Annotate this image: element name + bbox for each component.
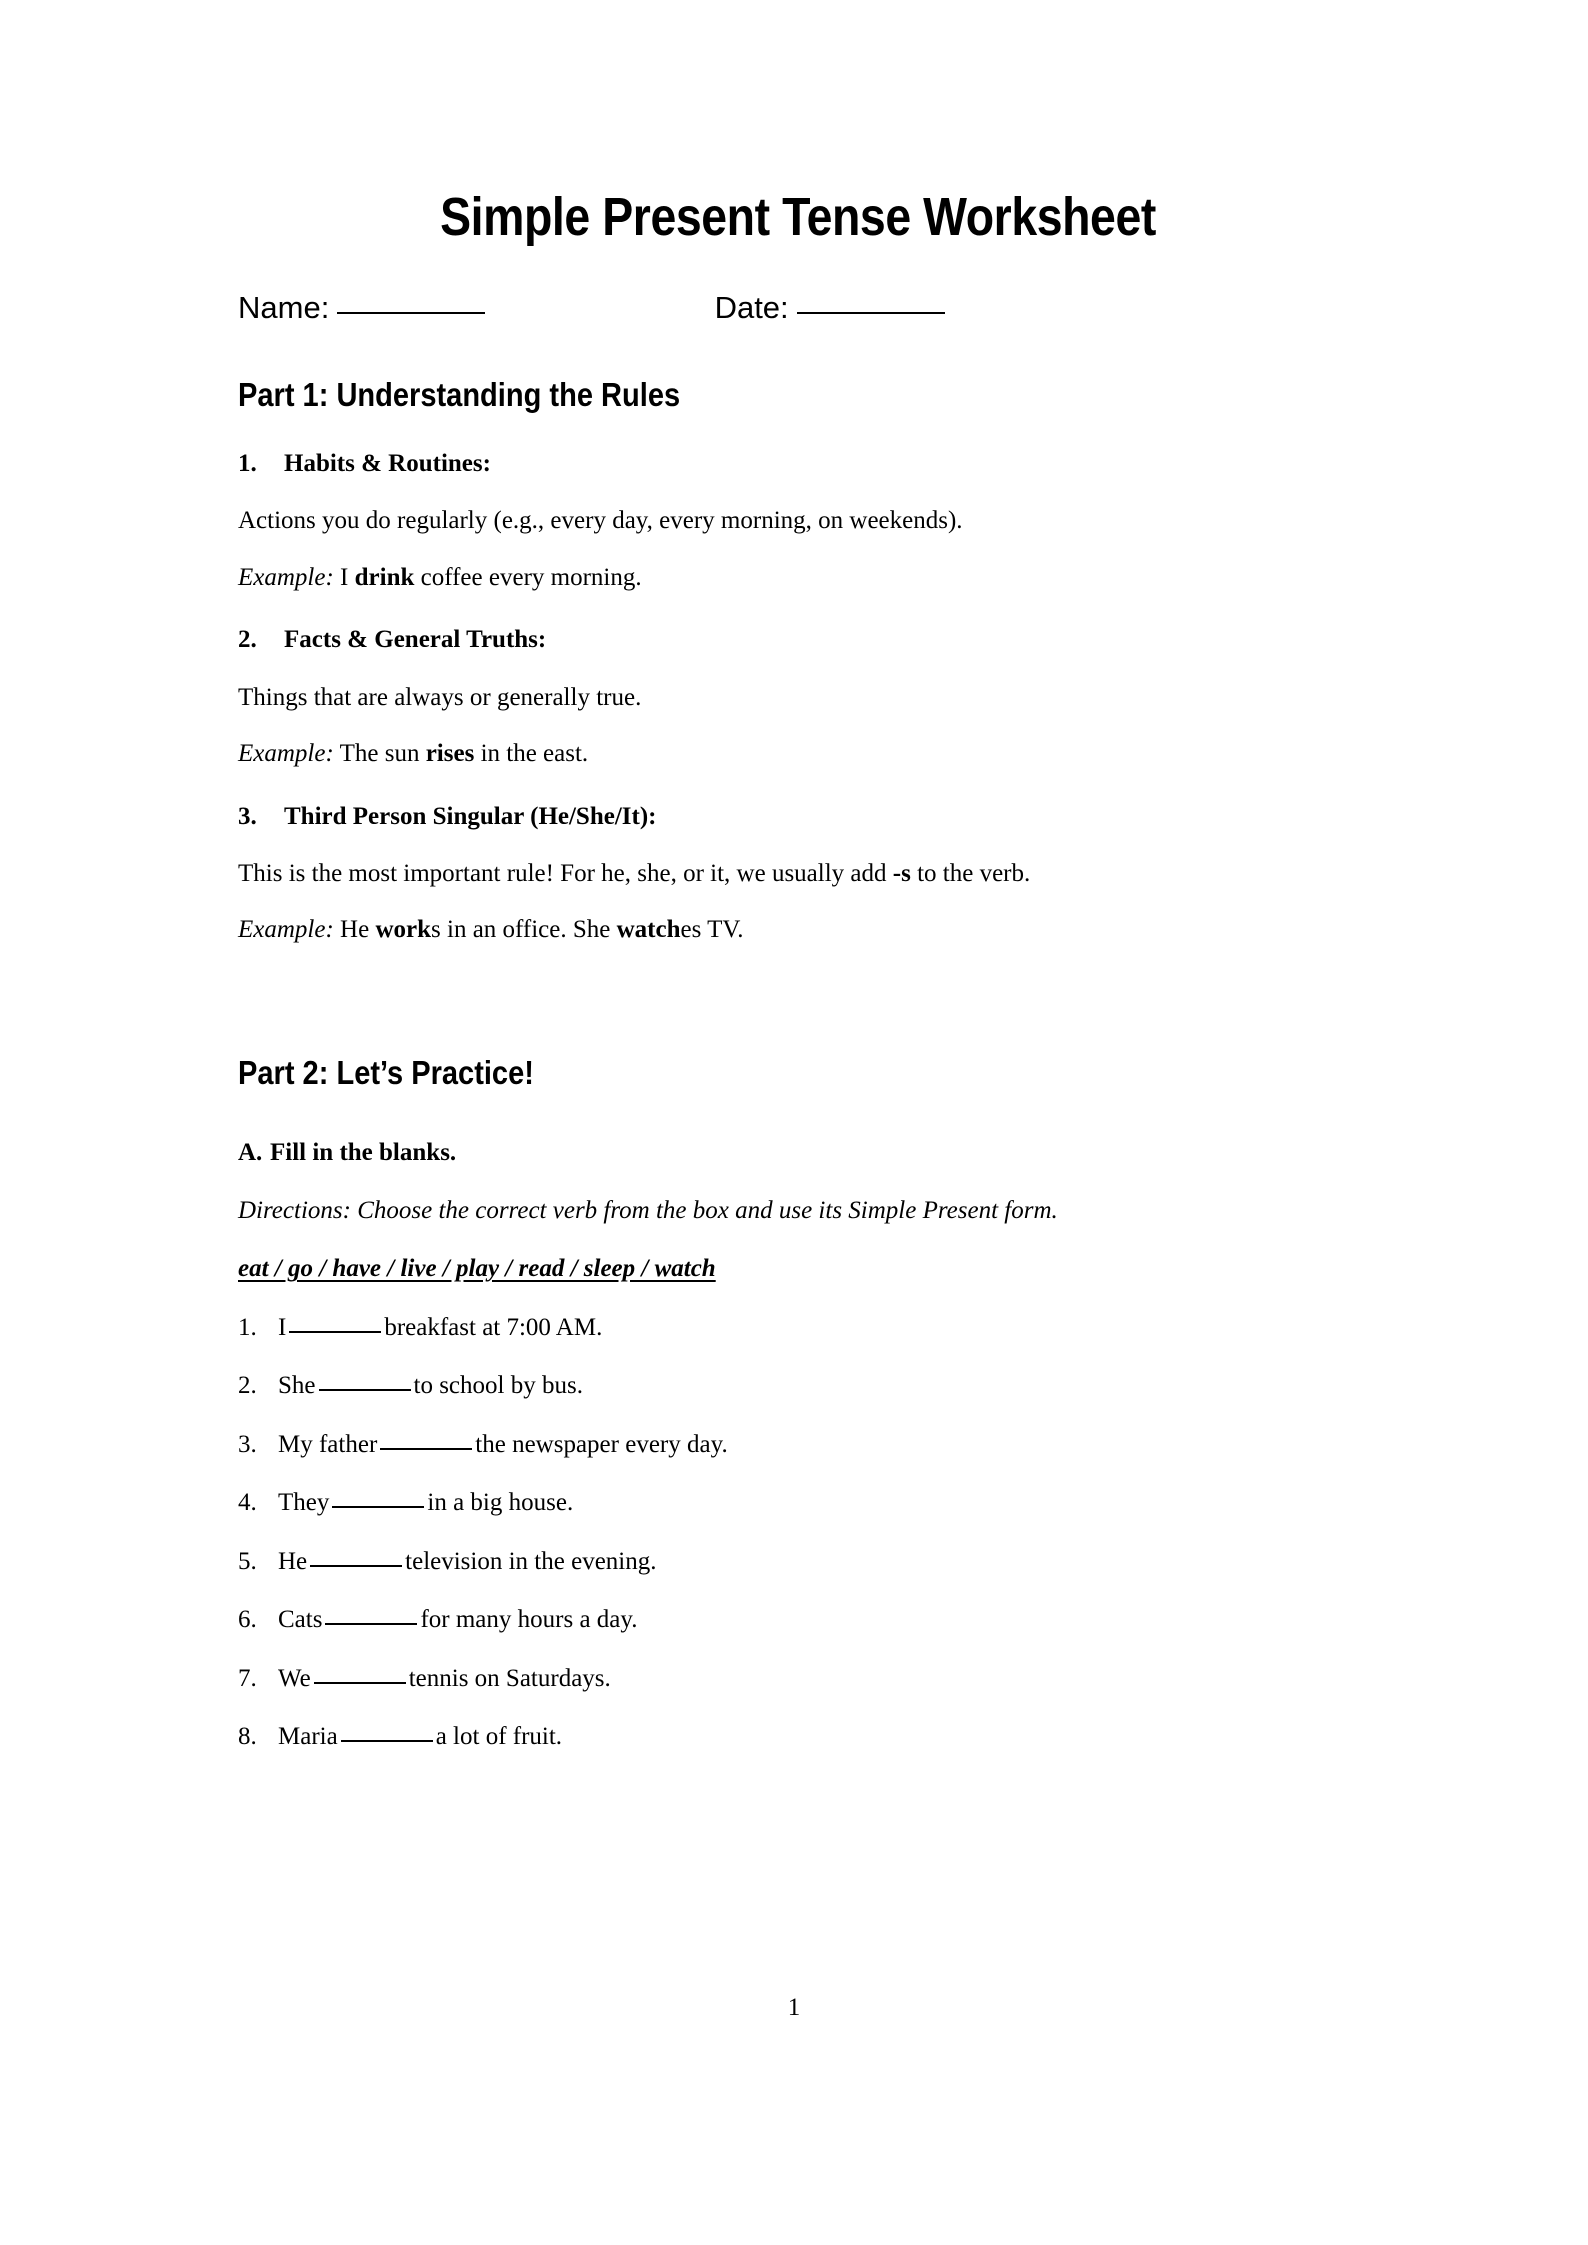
exercise-item (238, 1721, 1358, 1754)
rule-block (238, 801, 1358, 947)
rule-desc-post: to the verb. (910, 859, 1031, 887)
example-label: Example: (238, 563, 334, 591)
example-post: coffee every morning. (414, 563, 642, 591)
exercise-number: 2. (238, 1372, 257, 1400)
example-pre: I (333, 563, 355, 591)
example-label: Example: (238, 916, 334, 944)
date-input-blank[interactable] (797, 312, 945, 314)
exercise-number: 3. (238, 1430, 257, 1458)
rule-example (238, 914, 1358, 947)
part2-section (238, 1053, 1358, 1754)
rule-desc-bold-suffix: -s (892, 859, 911, 887)
exercise-answer-blank[interactable] (319, 1389, 411, 1391)
part1-heading: Part 1: Understanding the Rules (238, 375, 681, 413)
exercise-text-before: She (278, 1372, 316, 1400)
rule-title (238, 448, 1358, 479)
exercise-text-after: to school by bus. (413, 1372, 583, 1400)
rule-desc-pre: This is the most important rule! For he, she, or it, we usually add (238, 859, 893, 887)
exercise-text-after: breakfast at 7:00 AM. (384, 1313, 603, 1341)
rule-example (238, 562, 1358, 595)
exercise-item (238, 1487, 1358, 1520)
example-label: Example: (238, 740, 334, 768)
exercise-text-after: the newspaper every day. (475, 1430, 728, 1458)
rule-title-text: Habits & Routines: (284, 450, 491, 478)
exercise-number: 4. (238, 1489, 257, 1517)
exercise-text-before: Maria (278, 1723, 338, 1751)
exercise-text-after: tennis on Saturdays. (408, 1664, 611, 1692)
exercise-answer-blank[interactable] (325, 1623, 417, 1625)
exercise-number: 6. (238, 1606, 257, 1634)
rule-block (238, 448, 1358, 594)
example-post: s in an office. She (431, 916, 617, 944)
exercise-text-after: for many hours a day. (420, 1606, 638, 1634)
section-title: Fill in the blanks. (270, 1138, 457, 1166)
exercise-list (238, 1312, 1358, 1754)
rule-description: Things that are always or generally true. (238, 683, 642, 711)
exercise-answer-blank[interactable] (289, 1331, 381, 1333)
rule-title (238, 624, 1358, 655)
exercise-text-after: in a big house. (427, 1489, 574, 1517)
exercise-text-before: My father (278, 1430, 378, 1458)
example-pre: He (333, 916, 376, 944)
exercise-number: 8. (238, 1723, 257, 1751)
rules-list (238, 448, 1358, 947)
exercise-item (238, 1604, 1358, 1637)
exercise-item (238, 1663, 1358, 1696)
exercise-text-before: I (278, 1313, 287, 1341)
rule-block (238, 624, 1358, 770)
example-post-2: es TV. (680, 916, 744, 944)
example-post: in the east. (474, 740, 589, 768)
date-label: Date: (714, 290, 789, 326)
directions-text: Directions: Choose the correct verb from the box and use its Simple Present form. (238, 1196, 1058, 1224)
exercise-item (238, 1546, 1358, 1579)
exercise-text-before: He (278, 1547, 308, 1575)
exercise-item (238, 1312, 1358, 1345)
exercise-number: 7. (238, 1664, 257, 1692)
name-field-group (238, 289, 485, 326)
example-bold-verb: drink (354, 563, 415, 591)
rule-description: Actions you do regularly (e.g., every day, every morning, on weekends). (238, 507, 963, 535)
exercise-answer-blank[interactable] (310, 1565, 402, 1567)
rule-number: 3. (238, 802, 257, 830)
section-a-heading (238, 1137, 1358, 1168)
exercise-item (238, 1429, 1358, 1462)
example-pre: The sun (333, 740, 426, 768)
exercise-item (238, 1370, 1358, 1403)
exercise-text-before: We (278, 1664, 311, 1692)
part2-heading: Part 2: Let’s Practice! (238, 1053, 534, 1091)
section-letter: A. (238, 1138, 263, 1166)
name-label: Name: (238, 290, 330, 326)
exercise-number: 5. (238, 1547, 257, 1575)
page-content (238, 0, 1358, 1754)
rule-title-text: Third Person Singular (He/She/It): (284, 802, 657, 830)
rule-number: 1. (238, 450, 257, 478)
page-number: 1 (787, 1994, 801, 2021)
name-input-blank[interactable] (337, 312, 485, 314)
rule-example (238, 738, 1358, 771)
page-title: Simple Present Tense Worksheet (440, 187, 1156, 247)
example-bold-verb-2: watch (616, 916, 681, 944)
exercise-text-after: a lot of fruit. (435, 1723, 563, 1751)
rule-title (238, 801, 1358, 832)
rule-title-text: Facts & General Truths: (284, 626, 547, 654)
rule-number: 2. (238, 626, 257, 654)
exercise-answer-blank[interactable] (314, 1682, 406, 1684)
date-field-group (715, 289, 945, 326)
exercise-text-after: television in the evening. (405, 1547, 657, 1575)
example-bold-verb: work (375, 916, 432, 944)
exercise-number: 1. (238, 1313, 257, 1341)
exercise-text-before: Cats (278, 1606, 323, 1634)
example-bold-verb: rises (425, 740, 475, 768)
verb-word-box: eat / go / have / live / play / read / sleep / watch (238, 1255, 716, 1283)
exercise-answer-blank[interactable] (341, 1740, 433, 1742)
exercise-answer-blank[interactable] (332, 1506, 424, 1508)
exercise-text-before: They (278, 1489, 330, 1517)
name-date-row (238, 289, 1358, 326)
exercise-answer-blank[interactable] (380, 1448, 472, 1450)
rule-description (238, 858, 1358, 891)
